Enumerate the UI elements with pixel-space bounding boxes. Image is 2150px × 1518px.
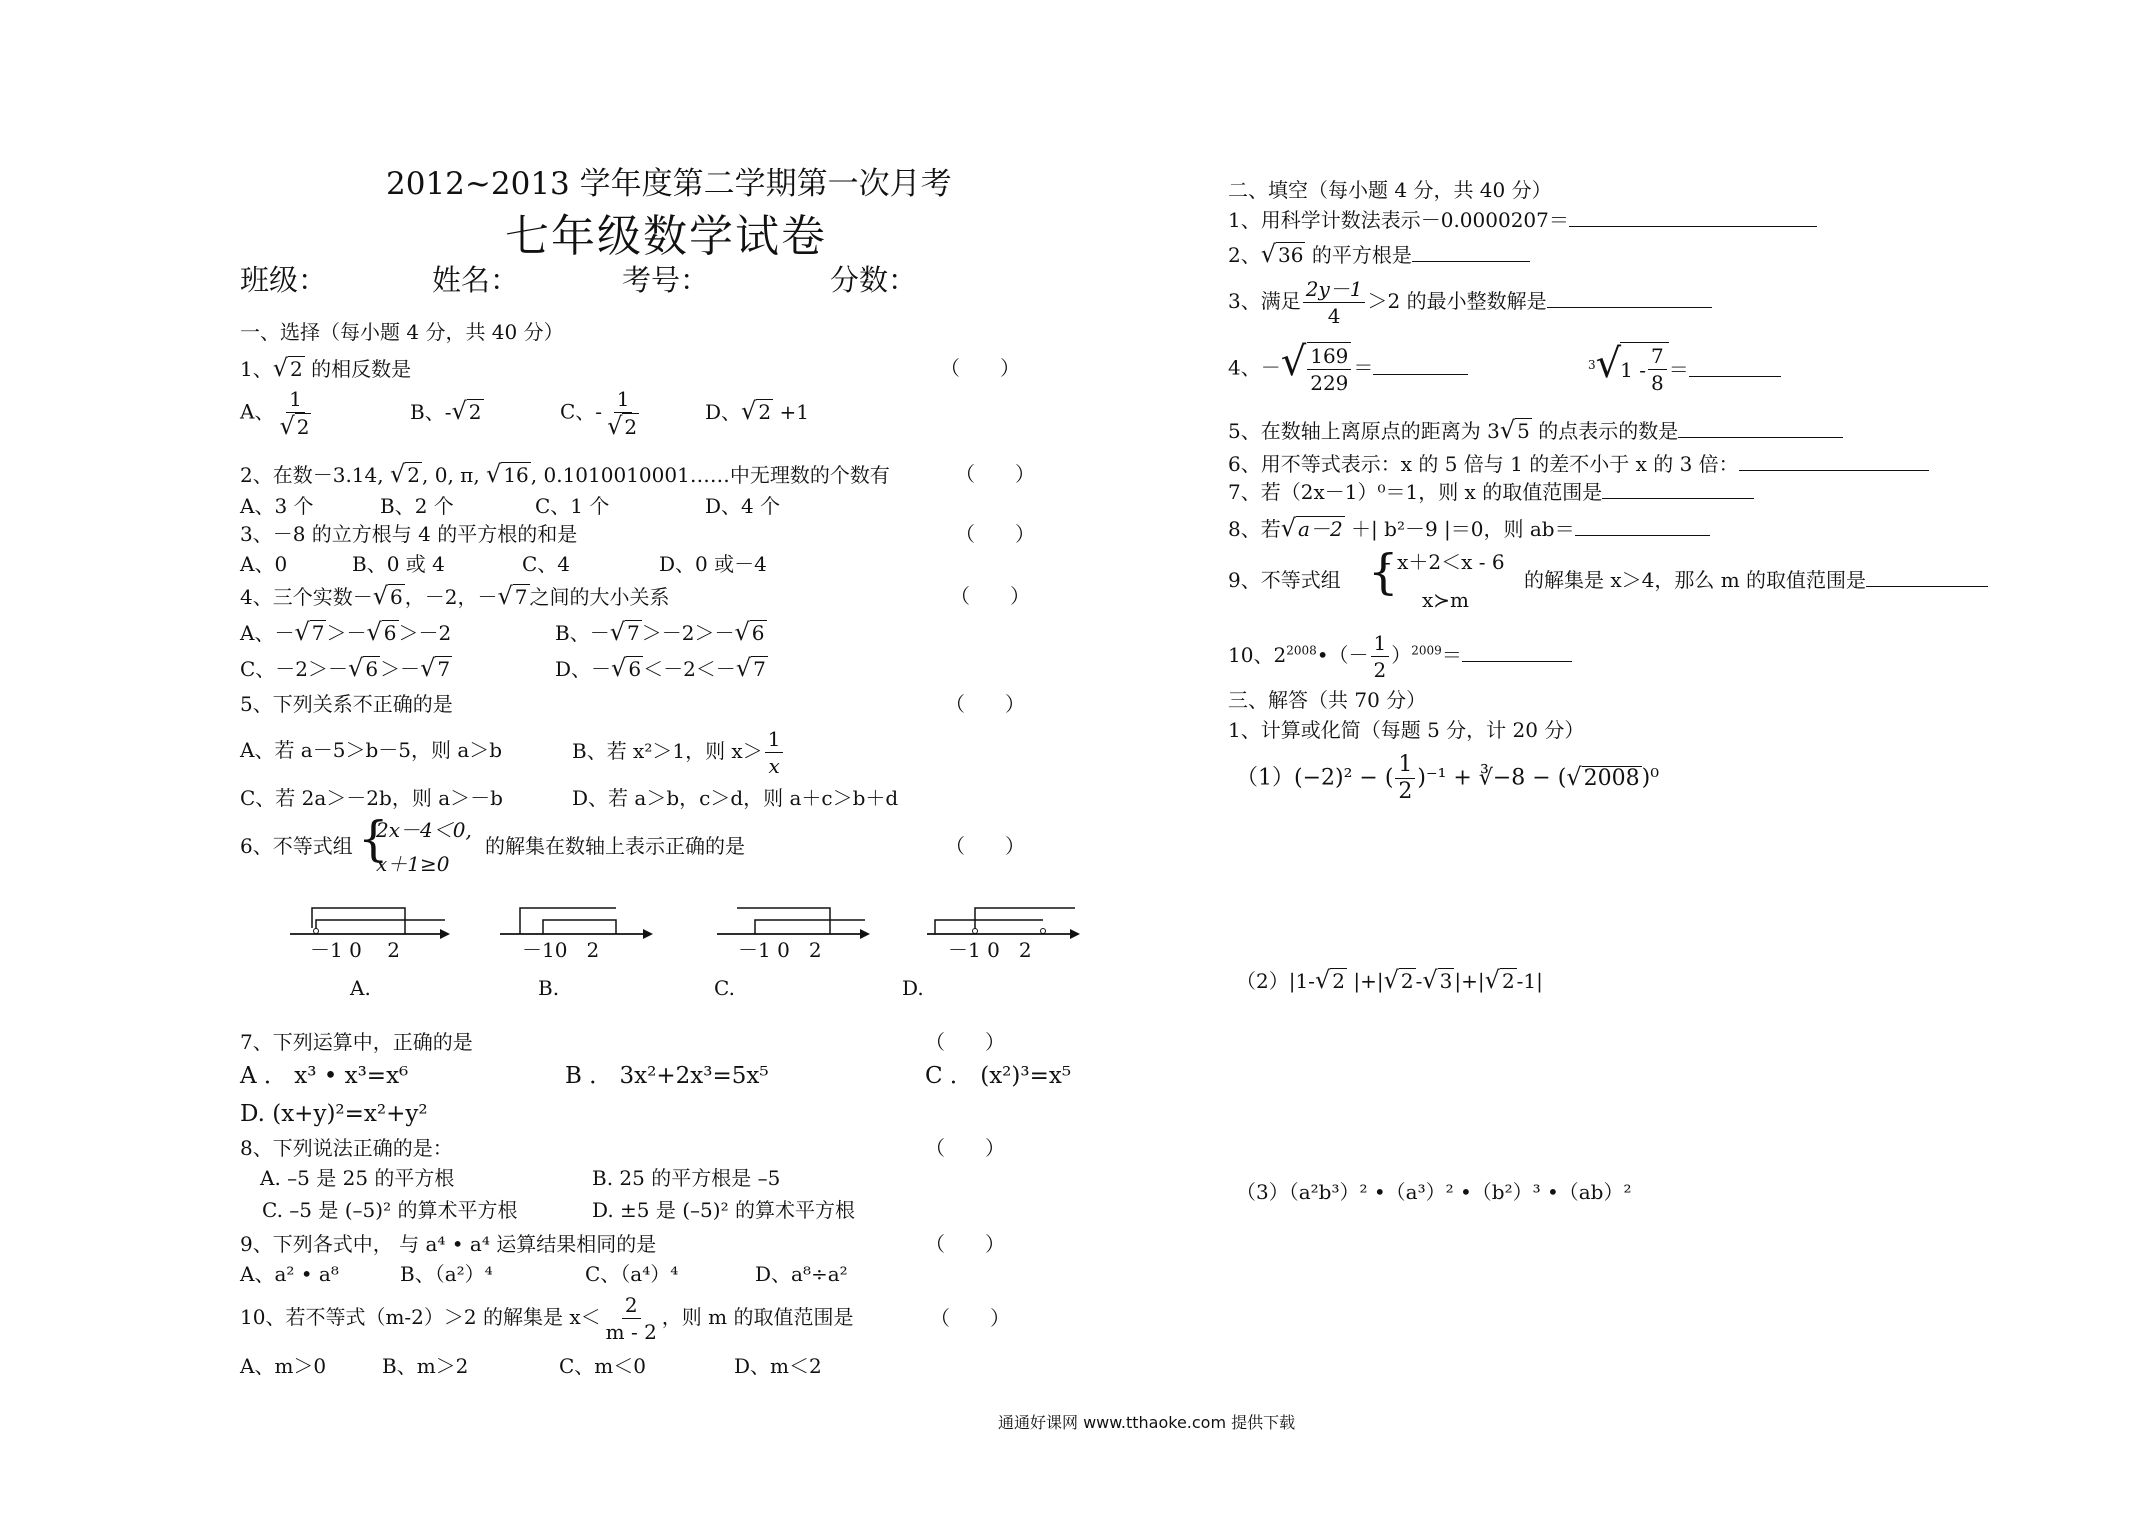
- field-score-label: 分数：: [830, 263, 918, 297]
- q4-option-b: B、－√ 7 ＞－2＞－√ 6: [555, 618, 765, 646]
- q9-options: A、a² • a⁸ B、（a²）⁴ C、（a⁴）⁴ D、a⁸÷a²: [240, 1262, 848, 1286]
- q9-answer-bracket: （ ）: [925, 1232, 1005, 1256]
- q5-answer-bracket: （ ）: [945, 692, 1025, 716]
- exam-term-title: 2012~2013 学年度第二学期第一次月考: [386, 166, 952, 202]
- q8-option-a: A. –5 是 25 的平方根: [260, 1166, 455, 1190]
- fill-q2: 2、√ 36 的平方根是: [1228, 242, 1530, 267]
- q8-stem: 8、下列说法正确的是：: [240, 1136, 453, 1160]
- q6-brace: {: [358, 811, 389, 867]
- calc-p3: （3）（a²b³）² •（a³）² •（b²）³ •（ab）²: [1236, 1180, 1632, 1204]
- section3-heading: 三、解答（共 70 分）: [1228, 688, 1427, 712]
- q10-stem: 10、若不等式（m-2）＞2 的解集是 x＜ $\frac{2}{m - 2}$ ，则 m 的取值范围是: [240, 1293, 854, 1344]
- section2-heading: 二、填空（每小题 4 分，共 40 分）: [1228, 178, 1552, 202]
- q1-stem: 1、√ 2 的相反数是: [240, 354, 412, 382]
- q2-stem: 2、在数－3.14, √ 2 , 0, π, √ 16 , 0.1010010001……中无理数的个数有: [240, 460, 890, 488]
- q4-option-a: A、－√ 7 ＞－√ 6 ＞－2: [240, 618, 452, 646]
- fill-q10: 10、$2^{2008}•(-$ $\frac{1}{2}$ ）$^{2009}$＝: [1228, 630, 1572, 683]
- number-line-a-label: A.: [350, 976, 371, 1000]
- fill-q7: 7、若（2x－1）⁰＝1，则 x 的取值范围是: [1228, 480, 1754, 504]
- number-line-d-labels: －1 0 2: [948, 938, 1032, 962]
- number-line-a-labels: －1 0 2: [310, 938, 400, 962]
- fill-q4-cube-root: $^3$√ 1 - $\frac{7}{8}$ ＝: [1588, 342, 1781, 396]
- q5-option-b: B、若 x²＞1，则 x＞ $\frac{1}{x}$: [572, 726, 785, 779]
- q5-stem: 5、下列关系不正确的是: [240, 692, 453, 716]
- q5-option-a: A、若 a－5＞b－5，则 a＞b: [240, 738, 503, 762]
- q7-option-a: A ． x³ • x³=x⁶: [240, 1063, 409, 1089]
- q8-option-b: B. 25 的平方根是 –5: [592, 1166, 781, 1190]
- field-class-label: 班级：: [240, 263, 328, 297]
- q7-stem: 7、下列运算中，正确的是: [240, 1030, 473, 1054]
- q10-answer-bracket: （ ）: [930, 1306, 1010, 1330]
- q10-options: A、m＞0 B、m＞2 C、m＜0 D、m＜2: [240, 1354, 822, 1378]
- fill-q9-prefix: 9、不等式组: [1228, 568, 1341, 592]
- q6-stem-suffix: 的解集在数轴上表示正确的是: [485, 834, 745, 858]
- fill-q9-suffix: 的解集是 x＞4，那么 m 的取值范围是: [1524, 568, 1988, 592]
- q7-option-d: D. (x+y)²=x²+y²: [240, 1101, 428, 1127]
- field-name-label: 姓名：: [432, 263, 520, 297]
- q1-options: A、 $\frac{1}{√ 2}$ B、-√ 2 C、- $\frac{1}{√ 2}$ D、√ 2 +1: [240, 387, 809, 440]
- q5-option-c: C、若 2a＞－2b，则 a＞－b: [240, 786, 503, 810]
- q6-system-row1: 2x－4＜0,: [376, 818, 472, 842]
- q6-stem-prefix: 6、不等式组: [240, 834, 353, 858]
- q3-answer-bracket: （ ）: [955, 522, 1035, 546]
- number-line-c-label: C.: [714, 976, 735, 1000]
- q4-option-c: C、－2＞－√ 6 ＞－√ 7: [240, 654, 451, 682]
- fill-q1: 1、用科学计数法表示－0.0000207＝: [1228, 208, 1817, 232]
- number-line-b-labels: －10 2: [522, 938, 600, 962]
- q7-answer-bracket: （ ）: [925, 1030, 1005, 1054]
- q5-option-d: D、若 a＞b，c＞d，则 a＋c＞b＋d: [572, 786, 899, 810]
- q7-option-b: B ． 3x²+2x³=5x⁵: [565, 1063, 769, 1089]
- q2-options: A、3 个 B、2 个 C、1 个 D、4 个: [240, 494, 781, 518]
- q6-system-row2: x＋1≥0: [376, 852, 450, 876]
- q6-answer-bracket: （ ）: [945, 834, 1025, 858]
- fill-q8: 8、若√ a－2 ＋| b²－9 |＝0，则 ab＝: [1228, 516, 1710, 541]
- number-line-b-label: B.: [538, 976, 560, 1000]
- footer-credit: 通通好课网 www.tthaoke.com 提供下载: [998, 1413, 1296, 1432]
- q1-answer-bracket: （ ）: [940, 356, 1020, 380]
- q8-answer-bracket: （ ）: [925, 1136, 1005, 1160]
- fill-q6: 6、用不等式表示：x 的 5 倍与 1 的差不小于 x 的 3 倍：: [1228, 452, 1929, 476]
- q4-stem: 4、三个实数－√ 6 ，－2，－√ 7 之间的大小关系: [240, 582, 670, 610]
- q8-option-c: C. –5 是 (–5)² 的算术平方根: [262, 1198, 518, 1222]
- fill-q4: 4、－√ $\frac{169}{229}$ ＝: [1228, 342, 1468, 396]
- q7-option-c: C ． (x²)³=x⁵: [925, 1063, 1072, 1089]
- calc-p2: （2）|1-√ 2 |+|√ 2 -√ 3 |+|√ 2 -1|: [1236, 966, 1543, 994]
- section3-sub1: 1、计算或化简（每题 5 分，计 20 分）: [1228, 718, 1585, 742]
- number-line-d-label: D.: [902, 976, 924, 1000]
- q9-stem: 9、下列各式中， 与 a⁴ • a⁴ 运算结果相同的是: [240, 1232, 657, 1256]
- fill-q9-row2: x≻m: [1422, 588, 1470, 612]
- fill-q3: 3、满足 $\frac{2y-1}{4}$ ＞2 的最小整数解是: [1228, 276, 1712, 329]
- q4-option-d: D、－√ 6 ＜－2＜－√ 7: [555, 654, 766, 682]
- field-number-label: 考号：: [622, 263, 710, 297]
- section1-heading: 一、选择（每小题 4 分，共 40 分）: [240, 320, 564, 344]
- q8-option-d: D. ±5 是 (–5)² 的算术平方根: [592, 1198, 855, 1222]
- q2-answer-bracket: （ ）: [955, 462, 1035, 486]
- number-line-c-labels: －1 0 2: [738, 938, 822, 962]
- fill-q5: 5、在数轴上离原点的距离为 3√ 5 的点表示的数是: [1228, 418, 1843, 443]
- fill-q9-row1: - x＋2＜x - 6: [1384, 550, 1505, 574]
- exam-title: 七年级数学试卷: [505, 211, 827, 262]
- calc-p1: （1）(−2)² − ( $\frac{1}{2}$ )⁻¹ + ∛−8 − (√2008)⁰: [1236, 752, 1660, 804]
- q4-answer-bracket: （ ）: [950, 584, 1030, 608]
- q3-stem: 3、－8 的立方根与 4 的平方根的和是: [240, 522, 578, 546]
- fill-q9-brace: {: [1368, 544, 1399, 600]
- q3-options: A、0 B、0 或 4 C、4 D、0 或－4: [240, 552, 767, 576]
